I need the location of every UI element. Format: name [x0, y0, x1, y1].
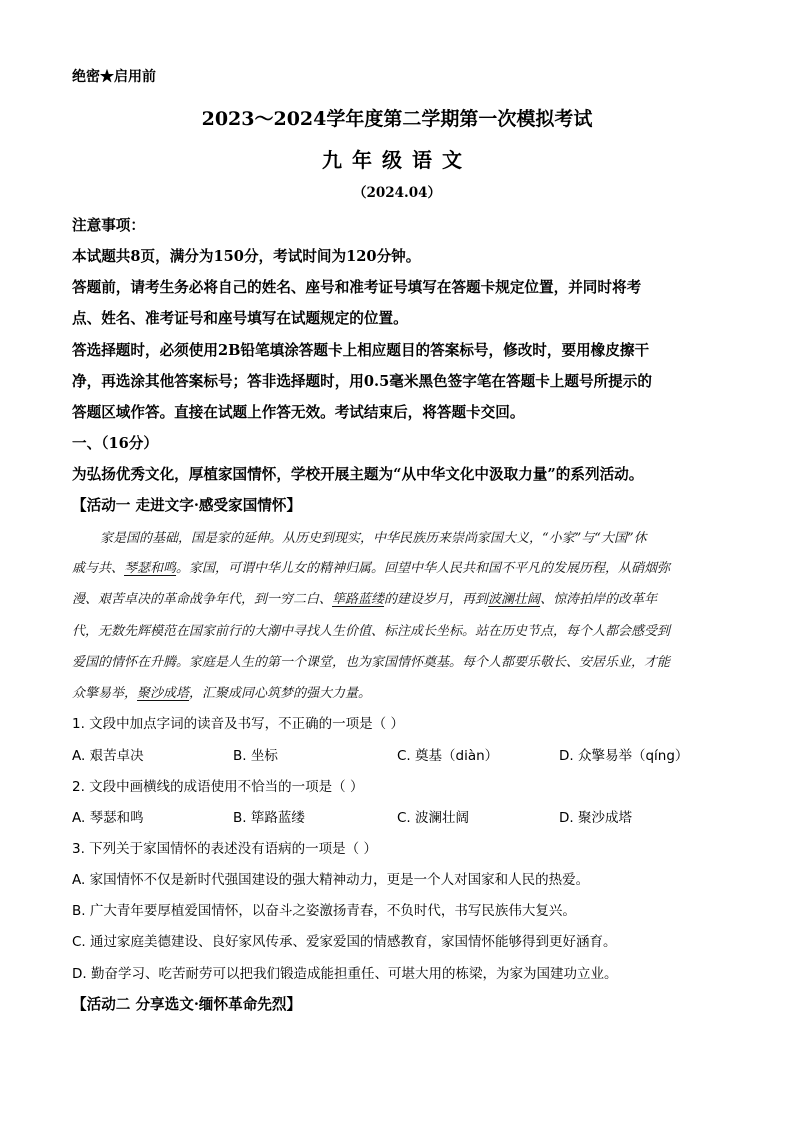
passage-line	[72, 557, 670, 576]
notice-line: 点、姓名、准考证号和座号填写在试题规定的位置。	[72, 310, 408, 327]
question-1-stem: 1. 文段中加点字词的读音及书写，不正确的一项是（ ）	[72, 716, 404, 732]
passage-text: 、惊涛拍岸的改革年	[540, 592, 658, 607]
passage-line	[72, 588, 657, 607]
notice-line: 净，再选涂其他答案标号；答非选择题时，用0.5毫米黑色签字笔在答题卡上题号所提示的	[72, 373, 652, 390]
section-heading: 一、（16分）	[72, 435, 158, 452]
question-2-option-b: B. 筚路蓝缕	[233, 810, 305, 826]
question-1-option-b: B. 坐标	[233, 748, 278, 764]
passage-line	[72, 682, 371, 701]
exam-title: 2023～2024学年度第二学期第一次模拟考试	[201, 108, 593, 130]
question-2-option-d: D. 聚沙成塔	[559, 810, 632, 826]
notice-line: 答题前，请考生务必将自己的姓名、座号和准考证号填写在答题卡规定位置，并同时将考	[72, 279, 642, 296]
passage-text: 戚与共、	[72, 561, 125, 576]
question-1-option-c: C. 奠基（diàn）	[397, 748, 499, 764]
passage-line: 代，无数先辉模范在国家前行的大潮中寻找人生价值、标注成长坐标。站在历史节点，每个人都会感受到	[72, 624, 671, 639]
underlined-idiom: 聚沙成塔	[137, 686, 190, 701]
confidential-label: 绝密★启用前	[72, 69, 156, 85]
question-1-option-a: A. 艰苦卓决	[72, 748, 144, 764]
question-3-stem: 3. 下列关于家国情怀的表述没有语病的一项是（ ）	[72, 841, 377, 857]
question-2-stem: 2. 文段中画横线的成语使用不恰当的一项是（ ）	[72, 779, 364, 795]
notice-line: 答选择题时，必须使用2B铅笔填涂答题卡上相应题目的答案标号，修改时，要用橡皮擦干	[72, 342, 650, 359]
notice-line: 本试题共8页，满分为150分，考试时间为120分钟。	[72, 248, 421, 265]
passage-text: 众擎易举，	[72, 686, 138, 701]
question-3-option-b: B. 广大青年要厚植爱国情怀，以奋斗之姿激扬青春，不负时代，书写民族伟大复兴。	[72, 903, 576, 919]
passage-text: ，汇聚成同心筑梦的强大力量。	[189, 686, 372, 701]
activity-one-heading: 【活动一 走进文字·感受家国情怀】	[72, 497, 302, 514]
notice-heading: 注意事项：	[72, 217, 145, 234]
question-2-option-a: A. 琴瑟和鸣	[72, 810, 144, 826]
section-intro: 为弘扬优秀文化，厚植家国情怀，学校开展主题为“从中华文化中汲取力量”的系列活动。	[72, 466, 644, 483]
activity-two-heading: 【活动二 分享选文·缅怀革命先烈】	[72, 996, 302, 1013]
underlined-idiom: 波澜壮阔	[488, 592, 541, 607]
underlined-idiom: 琴瑟和鸣	[124, 561, 177, 576]
question-1-option-d: D. 众擎易举（qíng）	[559, 748, 689, 764]
question-3-option-c: C. 通过家庭美德建设、良好家风传承、爱家爱国的情感教育，家国情怀能够得到更好涵育。	[72, 934, 617, 950]
passage-line: 爱国的情怀在升腾。家庭是人生的第一个课堂，也为家国情怀奠基。每个人都要乐敬长、安居乐业，才能	[72, 655, 671, 670]
notice-line: 答题区域作答。直接在试题上作答无效。考试结束后，将答题卡交回。	[72, 404, 525, 421]
question-2-option-c: C. 波澜壮阔	[397, 810, 470, 826]
question-3-option-d: D. 勤奋学习、吃苦耐劳可以把我们锻造成能担重任、可堪大用的栋梁，为家为国建功立业。	[72, 966, 618, 982]
exam-date: （2024.04）	[352, 185, 442, 201]
question-3-option-a: A. 家国情怀不仅是新时代强国建设的强大精神动力，更是一个人对国家和人民的热爱。	[72, 872, 590, 888]
subject-title: 九年级语文	[322, 148, 472, 172]
passage-line: 家是国的基础，国是家的延伸。从历史到现实，中华民族历来崇尚家国大义，“小家”与“大国”休	[100, 531, 647, 546]
passage-text: 的建设岁月，再到	[384, 592, 489, 607]
passage-text: 漫、艰苦卓决的革命战争年代，到一穷二白、	[72, 592, 333, 607]
passage-text: 。家国，可谓中华儿女的精神归属。回望中华人民共和国不平凡的发展历程，从硝烟弥	[176, 561, 671, 576]
underlined-idiom: 筚路蓝缕	[332, 592, 385, 607]
